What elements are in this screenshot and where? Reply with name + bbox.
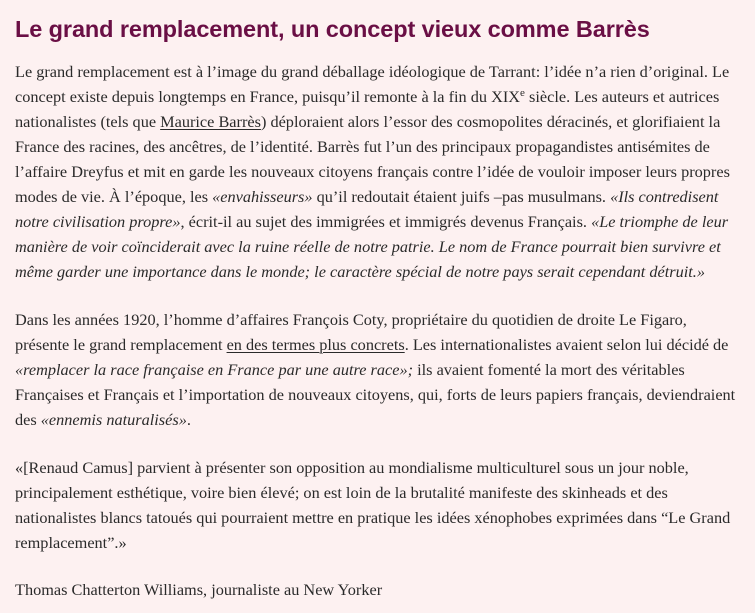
text-segment: qu’il redoutait étaient juifs –pas musulmans. bbox=[312, 187, 611, 206]
text-segment: siècle. Les auteurs et autrices nationalistes (tels que bbox=[15, 87, 720, 131]
century-superscript: e bbox=[520, 87, 525, 99]
text-segment: ) déploraient alors l’essor des cosmopolites déracinés, et glorifiaient la France des racines, des ancêtres, de l’identité. Barrès fut l’un des principaux propagandistes antisémites de l’affaire Dreyfus et mit en garde les nouveaux citoyens français contre l’idée de vouloir imposer leurs propres modes de vie. À l’époque, les bbox=[15, 112, 730, 206]
quoted-triomphe: «Le triomphe de leur manière de voir coïnciderait avec la ruine réelle de notre patrie. Le nom de France pourrait bien survivre et même garder une importance dans le monde; le caractère spécial de notre pays serait cependant détruit.» bbox=[15, 212, 729, 281]
quoted-envahisseurs: «envahisseurs» bbox=[212, 187, 313, 206]
maurice-barres-link[interactable]: Maurice Barrès bbox=[160, 112, 261, 131]
text-segment: . Les internationalistes avaient selon lui décidé de bbox=[404, 335, 729, 354]
text-segment: Dans les années 1920, l’homme d’affaires François Coty, propriétaire du quotidien de droite Le Figaro, présente le grand remplacement bbox=[15, 310, 687, 354]
section-heading: Le grand remplacement, un concept vieux comme Barrès bbox=[15, 16, 650, 42]
text-segment: ils avaient fomenté la mort des véritables Françaises et Français et l’importation de nouveaux citoyens, qui, forts de leurs papiers français, deviendraient des bbox=[15, 360, 736, 429]
quoted-civilisation: «Ils contredisent notre civilisation propre» bbox=[15, 187, 719, 231]
quoted-ennemis: «ennemis naturalisés» bbox=[40, 410, 187, 429]
text-segment: . bbox=[186, 410, 191, 429]
pull-quote: «[Renaud Camus] parvient à présenter son opposition au mondialisme multiculturel sous un jour noble, principalement esthétique, voire bien élevé; on est loin de la brutalité manifeste des skinheads et des nationalistes blancs tatoués qui pourraient mettre en pratique les idées xénophobes exprimées dans “Le Grand remplacement”.» bbox=[15, 458, 731, 552]
article bbox=[15, 12, 743, 602]
termes-concrets-link[interactable]: en des termes plus concrets bbox=[226, 335, 405, 354]
paragraph-barres bbox=[15, 59, 743, 284]
quoted-remplacer: «remplacer la race française en France par une autre race»; bbox=[15, 360, 414, 379]
quote-attribution: Thomas Chatterton Williams, journaliste au New Yorker bbox=[15, 580, 383, 599]
text-segment: Le grand remplacement est à l’image du grand déballage idéologique de Tarrant: l’idée n’a rien d’original. Le concept existe depuis longtemps en France, puisqu’il remonte à la fin du XIX bbox=[15, 62, 730, 106]
text-segment: , écrit-il au sujet des immigrées et immigrés devenus Français. bbox=[180, 212, 592, 231]
paragraph-coty bbox=[15, 307, 743, 432]
